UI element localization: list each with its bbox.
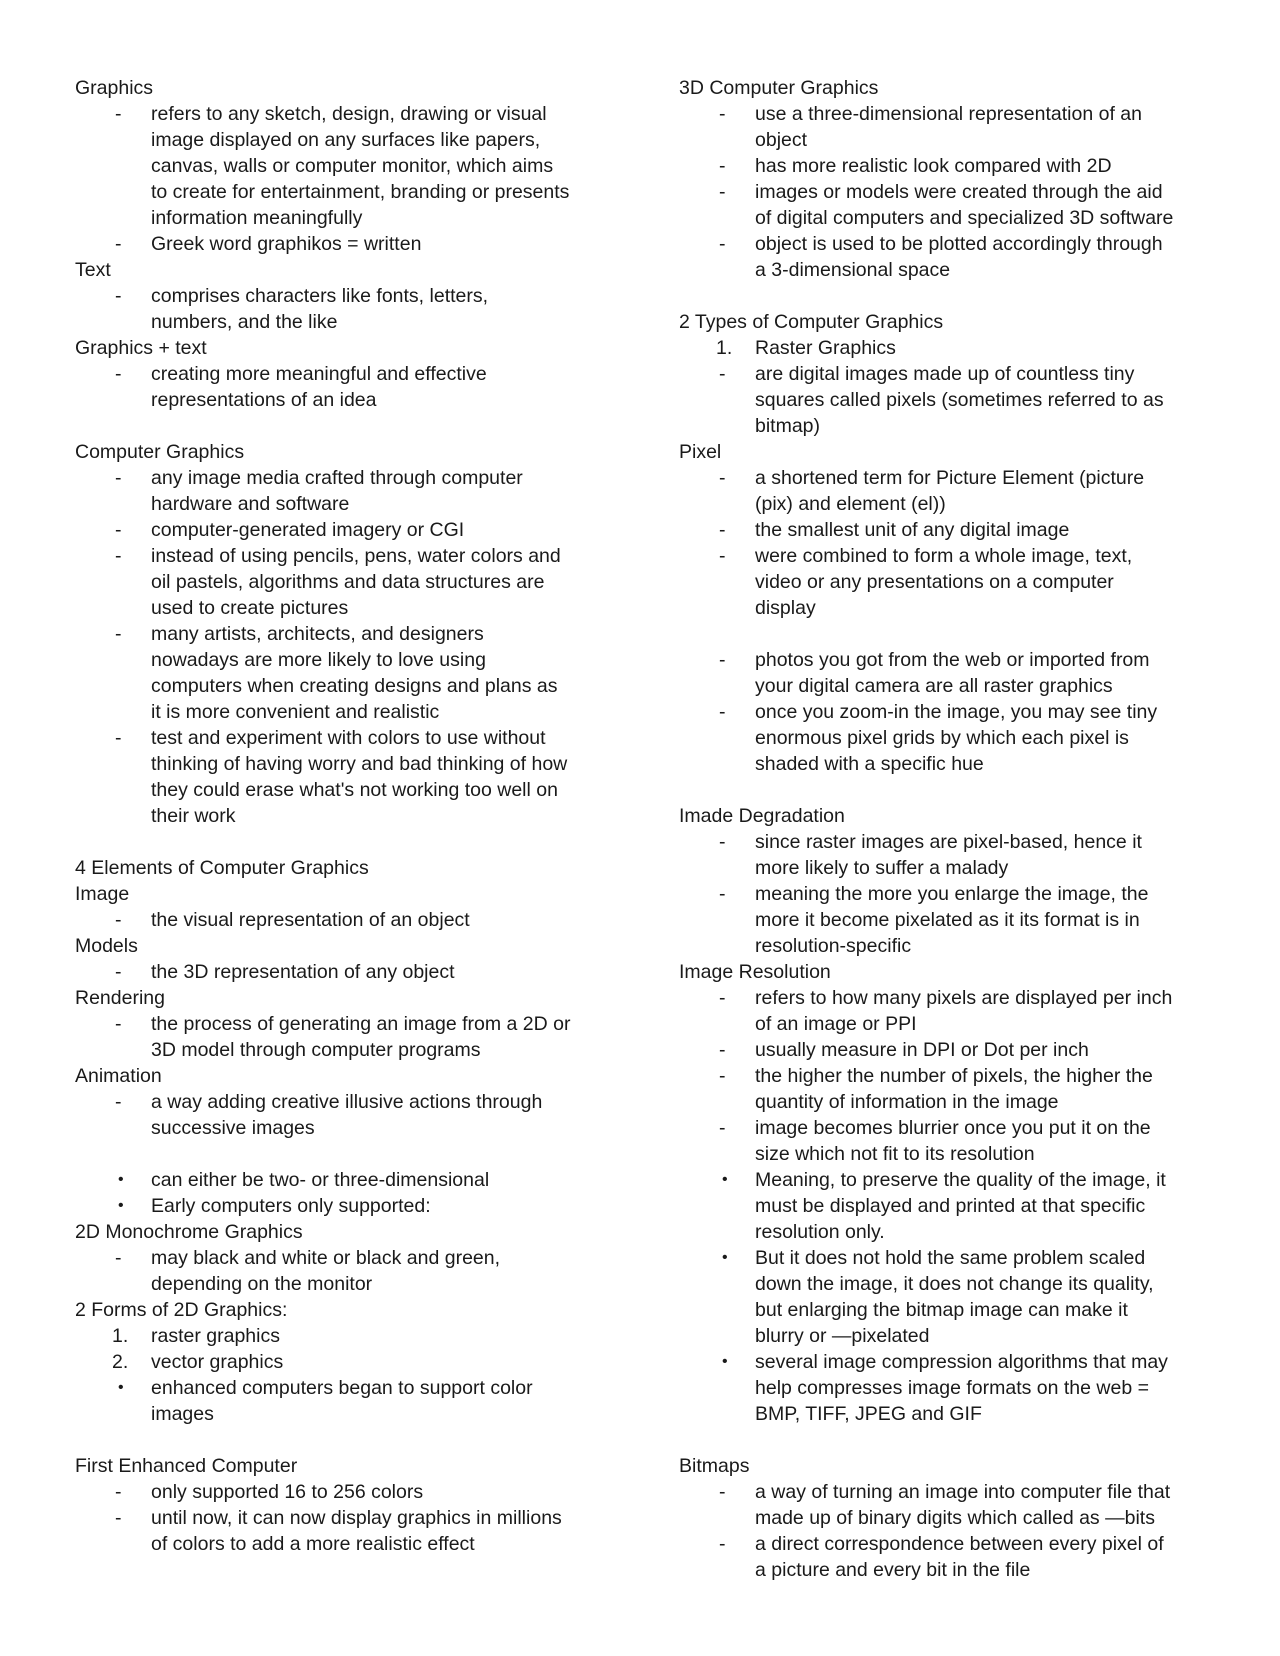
heading-text: 4 Elements of Computer Graphics bbox=[75, 857, 369, 879]
item-text: Raster Graphics bbox=[755, 337, 896, 359]
bullet-marker: • bbox=[118, 1171, 124, 1188]
list-item-continuation bbox=[679, 751, 1219, 777]
list-item bbox=[75, 1089, 615, 1115]
item-text: BMP, TIFF, JPEG and GIF bbox=[755, 1403, 982, 1425]
list-item-continuation bbox=[679, 569, 1219, 595]
list-item-continuation bbox=[75, 205, 615, 231]
heading-text: Graphics bbox=[75, 77, 154, 99]
item-text: vector graphics bbox=[151, 1351, 284, 1373]
list-item bbox=[679, 985, 1219, 1011]
item-text: it is more convenient and realistic bbox=[151, 701, 440, 723]
dash-marker: - bbox=[115, 961, 122, 983]
item-text: of colors to add a more realistic effect bbox=[151, 1533, 475, 1555]
heading-text: Text bbox=[75, 259, 111, 281]
item-text: test and experiment with colors to use without bbox=[151, 727, 546, 749]
list-item-continuation bbox=[75, 569, 615, 595]
item-text: video or any presentations on a computer bbox=[755, 571, 1114, 593]
item-text: image displayed on any surfaces like papers, bbox=[151, 129, 541, 151]
item-text: can either be two- or three-dimensional bbox=[151, 1169, 490, 1191]
section-heading bbox=[75, 75, 615, 101]
heading-text: Pixel bbox=[679, 441, 722, 463]
heading-text: Bitmaps bbox=[679, 1455, 750, 1477]
list-item bbox=[679, 1479, 1219, 1505]
dash-marker: - bbox=[719, 155, 726, 177]
list-item-continuation bbox=[679, 413, 1219, 439]
item-text: since raster images are pixel-based, hence it bbox=[755, 831, 1142, 853]
list-item-continuation bbox=[75, 1037, 615, 1063]
section-heading bbox=[75, 1219, 615, 1245]
bullet-marker: • bbox=[118, 1379, 124, 1396]
section-heading bbox=[75, 985, 615, 1011]
heading-text: Computer Graphics bbox=[75, 441, 245, 463]
dash-marker: - bbox=[719, 649, 726, 671]
dash-marker: - bbox=[115, 1481, 122, 1503]
list-item bbox=[75, 101, 615, 127]
item-text: size which not fit to its resolution bbox=[755, 1143, 1035, 1165]
list-item-continuation bbox=[679, 855, 1219, 881]
item-text: enhanced computers began to support color bbox=[151, 1377, 533, 1399]
list-item bbox=[75, 1323, 615, 1349]
item-text: nowadays are more likely to love using bbox=[151, 649, 486, 671]
item-text: several image compression algorithms that may bbox=[755, 1351, 1168, 1373]
list-item bbox=[679, 1245, 1219, 1271]
dash-marker: - bbox=[719, 701, 726, 723]
section-heading bbox=[75, 1063, 615, 1089]
item-text: quantity of information in the image bbox=[755, 1091, 1059, 1113]
list-item-continuation bbox=[679, 205, 1219, 231]
list-item bbox=[75, 621, 615, 647]
list-item-continuation bbox=[679, 673, 1219, 699]
list-item bbox=[75, 959, 615, 985]
list-item-continuation bbox=[679, 491, 1219, 517]
section-heading bbox=[679, 309, 1219, 335]
dash-marker: - bbox=[115, 363, 122, 385]
list-item-continuation bbox=[679, 933, 1219, 959]
item-text: Greek word graphikos = written bbox=[151, 233, 422, 255]
item-text: oil pastels, algorithms and data structures are bbox=[151, 571, 545, 593]
item-text: used to create pictures bbox=[151, 597, 349, 619]
list-item bbox=[75, 1505, 615, 1531]
list-item bbox=[75, 517, 615, 543]
item-text: of digital computers and specialized 3D software bbox=[755, 207, 1174, 229]
bullet-marker: • bbox=[722, 1171, 728, 1188]
bullet-marker: • bbox=[722, 1353, 728, 1370]
list-item-continuation bbox=[679, 1271, 1219, 1297]
item-text: help compresses image formats on the web = bbox=[755, 1377, 1149, 1399]
list-item-continuation bbox=[679, 725, 1219, 751]
heading-text: Rendering bbox=[75, 987, 165, 1009]
item-text: usually measure in DPI or Dot per inch bbox=[755, 1039, 1089, 1061]
list-item-continuation bbox=[679, 127, 1219, 153]
dash-marker: - bbox=[115, 727, 122, 749]
list-item bbox=[679, 231, 1219, 257]
item-text: depending on the monitor bbox=[151, 1273, 373, 1295]
dash-marker: - bbox=[719, 1065, 726, 1087]
blank-line bbox=[679, 777, 1219, 803]
list-item-continuation bbox=[679, 1011, 1219, 1037]
list-item bbox=[679, 543, 1219, 569]
item-text: the visual representation of an object bbox=[151, 909, 470, 931]
blank-line bbox=[75, 1141, 615, 1167]
list-item-continuation bbox=[75, 1271, 615, 1297]
item-text: they could erase what's not working too well on bbox=[151, 779, 558, 801]
blank-line bbox=[75, 829, 615, 855]
blank-line bbox=[75, 1427, 615, 1453]
section-heading bbox=[679, 1453, 1219, 1479]
list-item-continuation bbox=[679, 1219, 1219, 1245]
item-text: raster graphics bbox=[151, 1325, 280, 1347]
item-text: resolution-specific bbox=[755, 935, 912, 957]
item-text: a shortened term for Picture Element (picture bbox=[755, 467, 1145, 489]
item-text: image becomes blurrier once you put it on the bbox=[755, 1117, 1151, 1139]
left-column bbox=[75, 75, 615, 1557]
item-text: representations of an idea bbox=[151, 389, 377, 411]
item-text: display bbox=[755, 597, 816, 619]
right-column bbox=[679, 75, 1219, 1583]
item-text: a way of turning an image into computer file that bbox=[755, 1481, 1171, 1503]
item-text: a direct correspondence between every pixel of bbox=[755, 1533, 1164, 1555]
item-text: a 3-dimensional space bbox=[755, 259, 951, 281]
section-heading bbox=[75, 257, 615, 283]
list-item-continuation bbox=[75, 491, 615, 517]
item-text: numbers, and the like bbox=[151, 311, 338, 333]
dash-marker: - bbox=[115, 1013, 122, 1035]
heading-text: Imade Degradation bbox=[679, 805, 845, 827]
heading-text: Image Resolution bbox=[679, 961, 831, 983]
item-text: Meaning, to preserve the quality of the image, it bbox=[755, 1169, 1166, 1191]
dash-marker: - bbox=[719, 103, 726, 125]
item-text: (pix) and element (el)) bbox=[755, 493, 946, 515]
dash-marker: - bbox=[719, 1533, 726, 1555]
list-item bbox=[75, 1245, 615, 1271]
item-text: use a three-dimensional representation of an bbox=[755, 103, 1142, 125]
list-item-continuation bbox=[75, 595, 615, 621]
section-heading bbox=[75, 855, 615, 881]
dash-marker: - bbox=[719, 987, 726, 1009]
bullet-marker: • bbox=[722, 1249, 728, 1266]
item-text: bitmap) bbox=[755, 415, 821, 437]
item-text: down the image, it does not change its quality, bbox=[755, 1273, 1154, 1295]
list-item bbox=[679, 1531, 1219, 1557]
list-item-continuation bbox=[679, 1089, 1219, 1115]
list-item-continuation bbox=[679, 1141, 1219, 1167]
list-item bbox=[75, 907, 615, 933]
list-item-continuation bbox=[679, 1505, 1219, 1531]
list-item-continuation bbox=[679, 387, 1219, 413]
list-item bbox=[75, 543, 615, 569]
list-item bbox=[679, 361, 1219, 387]
list-item bbox=[679, 465, 1219, 491]
item-text: images or models were created through the aid bbox=[755, 181, 1163, 203]
dash-marker: - bbox=[719, 1039, 726, 1061]
list-item bbox=[75, 465, 615, 491]
dash-marker: - bbox=[719, 883, 726, 905]
item-text: a picture and every bit in the file bbox=[755, 1559, 1031, 1581]
section-heading bbox=[679, 439, 1219, 465]
item-text: refers to any sketch, design, drawing or visual bbox=[151, 103, 547, 125]
heading-text: Models bbox=[75, 935, 138, 957]
dash-marker: - bbox=[115, 519, 122, 541]
section-heading bbox=[679, 803, 1219, 829]
list-item bbox=[679, 1063, 1219, 1089]
list-item bbox=[75, 725, 615, 751]
section-heading bbox=[75, 1453, 615, 1479]
item-text: more likely to suffer a malady bbox=[755, 857, 1009, 879]
item-text: their work bbox=[151, 805, 236, 827]
list-item bbox=[75, 1375, 615, 1401]
item-text: a way adding creative illusive actions through bbox=[151, 1091, 543, 1113]
list-item-continuation bbox=[679, 1401, 1219, 1427]
list-item bbox=[75, 231, 615, 257]
list-item bbox=[75, 1167, 615, 1193]
section-heading bbox=[75, 881, 615, 907]
section-heading bbox=[75, 933, 615, 959]
item-text: to create for entertainment, branding or presents bbox=[151, 181, 570, 203]
heading-text: 2D Monochrome Graphics bbox=[75, 1221, 303, 1243]
list-item bbox=[679, 335, 1219, 361]
item-text: only supported 16 to 256 colors bbox=[151, 1481, 424, 1503]
number-marker: 1. bbox=[112, 1325, 129, 1347]
item-text: the higher the number of pixels, the higher the bbox=[755, 1065, 1153, 1087]
list-item-continuation bbox=[75, 309, 615, 335]
item-text: object bbox=[755, 129, 808, 151]
section-heading bbox=[75, 439, 615, 465]
list-item-continuation bbox=[75, 1115, 615, 1141]
dash-marker: - bbox=[719, 519, 726, 541]
list-item-continuation bbox=[75, 127, 615, 153]
dash-marker: - bbox=[719, 233, 726, 255]
dash-marker: - bbox=[719, 831, 726, 853]
item-text: 3D model through computer programs bbox=[151, 1039, 481, 1061]
item-text: canvas, walls or computer monitor, which aims bbox=[151, 155, 554, 177]
item-text: meaning the more you enlarge the image, the bbox=[755, 883, 1149, 905]
item-text: squares called pixels (sometimes referred to as bbox=[755, 389, 1164, 411]
dash-marker: - bbox=[719, 467, 726, 489]
item-text: but enlarging the bitmap image can make it bbox=[755, 1299, 1128, 1321]
list-item bbox=[75, 1193, 615, 1219]
item-text: refers to how many pixels are displayed per inch bbox=[755, 987, 1173, 1009]
list-item-continuation bbox=[679, 1297, 1219, 1323]
heading-text: 3D Computer Graphics bbox=[679, 77, 879, 99]
list-item bbox=[679, 101, 1219, 127]
list-item bbox=[679, 829, 1219, 855]
list-item-continuation bbox=[679, 1323, 1219, 1349]
item-text: computer-generated imagery or CGI bbox=[151, 519, 465, 541]
list-item bbox=[679, 1115, 1219, 1141]
list-item bbox=[679, 1349, 1219, 1375]
list-item-continuation bbox=[75, 1531, 615, 1557]
item-text: hardware and software bbox=[151, 493, 350, 515]
item-text: until now, it can now display graphics in millions bbox=[151, 1507, 562, 1529]
item-text: blurry or —pixelated bbox=[755, 1325, 930, 1347]
item-text: comprises characters like fonts, letters, bbox=[151, 285, 489, 307]
dash-marker: - bbox=[719, 181, 726, 203]
section-heading bbox=[75, 1297, 615, 1323]
blank-line bbox=[75, 413, 615, 439]
item-text: has more realistic look compared with 2D bbox=[755, 155, 1112, 177]
item-text: the 3D representation of any object bbox=[151, 961, 455, 983]
dash-marker: - bbox=[115, 909, 122, 931]
item-text: shaded with a specific hue bbox=[755, 753, 984, 775]
list-item-continuation bbox=[75, 647, 615, 673]
item-text: images bbox=[151, 1403, 214, 1425]
dash-marker: - bbox=[115, 1091, 122, 1113]
heading-text: 2 Types of Computer Graphics bbox=[679, 311, 944, 333]
list-item bbox=[679, 153, 1219, 179]
dash-marker: - bbox=[719, 1117, 726, 1139]
dash-marker: - bbox=[719, 363, 726, 385]
item-text: must be displayed and printed at that specific bbox=[755, 1195, 1146, 1217]
heading-text: 2 Forms of 2D Graphics: bbox=[75, 1299, 288, 1321]
item-text: may black and white or black and green, bbox=[151, 1247, 501, 1269]
list-item bbox=[679, 881, 1219, 907]
item-text: resolution only. bbox=[755, 1221, 885, 1243]
list-item bbox=[679, 1167, 1219, 1193]
list-item bbox=[75, 1479, 615, 1505]
item-text: of an image or PPI bbox=[755, 1013, 917, 1035]
item-text: are digital images made up of countless tiny bbox=[755, 363, 1135, 385]
list-item-continuation bbox=[679, 1375, 1219, 1401]
item-text: computers when creating designs and plans as bbox=[151, 675, 558, 697]
dash-marker: - bbox=[115, 623, 122, 645]
list-item-continuation bbox=[679, 1557, 1219, 1583]
list-item-continuation bbox=[679, 907, 1219, 933]
list-item-continuation bbox=[75, 673, 615, 699]
list-item bbox=[679, 517, 1219, 543]
item-text: creating more meaningful and effective bbox=[151, 363, 487, 385]
list-item bbox=[75, 283, 615, 309]
number-marker: 1. bbox=[716, 337, 733, 359]
item-text: the smallest unit of any digital image bbox=[755, 519, 1070, 541]
dash-marker: - bbox=[115, 1247, 122, 1269]
list-item-continuation bbox=[75, 699, 615, 725]
section-heading bbox=[679, 959, 1219, 985]
blank-line bbox=[679, 621, 1219, 647]
item-text: But it does not hold the same problem scaled bbox=[755, 1247, 1146, 1269]
item-text: information meaningfully bbox=[151, 207, 363, 229]
heading-text: First Enhanced Computer bbox=[75, 1455, 298, 1477]
blank-line bbox=[679, 1427, 1219, 1453]
item-text: your digital camera are all raster graphics bbox=[755, 675, 1113, 697]
item-text: once you zoom-in the image, you may see tiny bbox=[755, 701, 1158, 723]
item-text: were combined to form a whole image, text, bbox=[755, 545, 1133, 567]
section-heading bbox=[679, 75, 1219, 101]
list-item-continuation bbox=[75, 179, 615, 205]
item-text: any image media crafted through computer bbox=[151, 467, 523, 489]
list-item bbox=[679, 647, 1219, 673]
dash-marker: - bbox=[115, 103, 122, 125]
list-item bbox=[679, 699, 1219, 725]
dash-marker: - bbox=[115, 545, 122, 567]
list-item bbox=[679, 1037, 1219, 1063]
number-marker: 2. bbox=[112, 1351, 129, 1373]
item-text: instead of using pencils, pens, water colors and bbox=[151, 545, 561, 567]
heading-text: Image bbox=[75, 883, 130, 905]
list-item-continuation bbox=[75, 751, 615, 777]
list-item-continuation bbox=[75, 777, 615, 803]
list-item-continuation bbox=[75, 803, 615, 829]
item-text: photos you got from the web or imported from bbox=[755, 649, 1150, 671]
item-text: more it become pixelated as it its format is in bbox=[755, 909, 1140, 931]
item-text: enormous pixel grids by which each pixel is bbox=[755, 727, 1129, 749]
list-item bbox=[75, 1349, 615, 1375]
item-text: made up of binary digits which called as —bits bbox=[755, 1507, 1155, 1529]
list-item bbox=[75, 361, 615, 387]
list-item-continuation bbox=[75, 1401, 615, 1427]
list-item-continuation bbox=[679, 595, 1219, 621]
blank-line bbox=[679, 283, 1219, 309]
list-item-continuation bbox=[75, 387, 615, 413]
dash-marker: - bbox=[719, 1481, 726, 1503]
dash-marker: - bbox=[115, 1507, 122, 1529]
list-item bbox=[75, 1011, 615, 1037]
item-text: thinking of having worry and bad thinking of how bbox=[151, 753, 568, 775]
item-text: successive images bbox=[151, 1117, 315, 1139]
heading-text: Animation bbox=[75, 1065, 162, 1087]
item-text: the process of generating an image from a 2D or bbox=[151, 1013, 571, 1035]
list-item-continuation bbox=[679, 257, 1219, 283]
heading-text: Graphics + text bbox=[75, 337, 207, 359]
dash-marker: - bbox=[115, 285, 122, 307]
list-item bbox=[679, 179, 1219, 205]
section-heading bbox=[75, 335, 615, 361]
dash-marker: - bbox=[115, 467, 122, 489]
list-item-continuation bbox=[75, 153, 615, 179]
list-item-continuation bbox=[679, 1193, 1219, 1219]
item-text: Early computers only supported: bbox=[151, 1195, 431, 1217]
dash-marker: - bbox=[719, 545, 726, 567]
bullet-marker: • bbox=[118, 1197, 124, 1214]
item-text: many artists, architects, and designers bbox=[151, 623, 484, 645]
item-text: object is used to be plotted accordingly through bbox=[755, 233, 1163, 255]
dash-marker: - bbox=[115, 233, 122, 255]
